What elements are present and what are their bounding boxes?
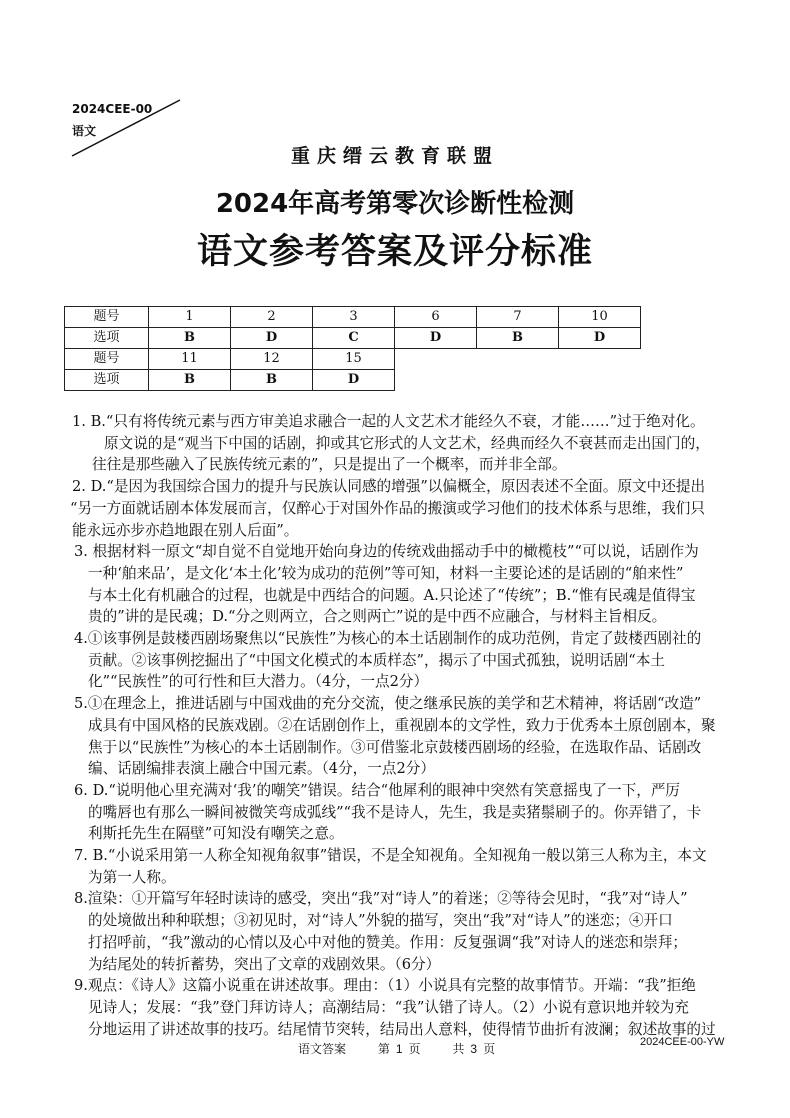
table-cell: 10	[559, 307, 641, 328]
table-cell: 3	[313, 307, 395, 328]
table-cell: D	[559, 328, 641, 349]
answer-line: 5.①在理念上，推进话剧与中国戏曲的充分交流，使之继承民族的美学和艺术精神，将话剧“改造”	[74, 695, 702, 713]
answer-line: 1. B.“只有将传统元素与西方审美追求融合一起的人文艺术才能经久不衰，才能……”过于绝对化。	[72, 413, 705, 430]
subject-label: 语文	[72, 124, 97, 138]
answer-line: 8.渲染：①开篇写年轻时读诗的感受，突出“我”对“诗人”的着迷；②等待会见时，“我”对“诗人”	[74, 890, 688, 908]
table-cell: 1	[149, 307, 231, 328]
total-suffix: 页	[483, 1042, 496, 1056]
answer-line: 3. 根据材料一原文“却自觉不自觉地开始向身边的传统戏曲摇动手中的橄榄枝”“可以说，话剧作为	[74, 543, 699, 561]
exam-code: 2024CEE-00	[72, 102, 153, 116]
answer-line: 一种‘舶来品’，是文化‘本土化’较为成功的范例”等可知，材料一主要论述的是话剧的“舶来性”	[88, 564, 684, 582]
page-prefix: 第	[377, 1042, 390, 1056]
answer-line: 为第一人称。	[88, 868, 176, 886]
table-cell: 6	[395, 307, 477, 328]
table-row	[65, 349, 641, 370]
answer-line: 6. D.“说明他心里充满对‘我’的嘲笑”错误。结合“他犀利的眼神中突然有笑意摇曳了一下，严厉	[74, 781, 681, 799]
answer-line: 4.①该事例是鼓楼西剧场聚焦以“民族性”为核心的本土话剧制作的成功范例，肯定了鼓楼西剧社的	[74, 630, 702, 648]
table-cell: C	[313, 328, 395, 349]
answer-line: 与本土化有机融合的过程，也就是中西结合的问题。A.只论述了“传统”；B.“惟有民魂是值得宝	[88, 586, 696, 604]
page-footer	[298, 1040, 501, 1057]
table-row	[65, 307, 641, 328]
table-cell: 15	[313, 349, 395, 370]
total-prefix: 共	[452, 1042, 465, 1056]
table-empty	[395, 370, 641, 391]
table-row	[65, 370, 641, 391]
exam-title: 2024年高考第零次诊断性检测	[215, 189, 575, 219]
answer-line: 焦于以“民族性”为核心的本土话剧制作。③可借鉴北京鼓楼西剧场的经验，在选取作品、话剧改	[88, 738, 702, 756]
table-cell: B	[149, 328, 231, 349]
table-cell: D	[313, 370, 395, 391]
answer-line: 利斯托先生在隔壁”可知没有嘲笑之意。	[88, 825, 344, 843]
answer-item	[0, 693, 790, 780]
answer-line: 2. D.“是因为我国综合国力的提升与民族认同感的增强”以偏概全，原因表述不全面。原文中还提出	[72, 478, 706, 496]
table-cell: D	[231, 328, 313, 349]
answer-item	[0, 541, 790, 628]
answer-item	[0, 845, 790, 888]
page-suffix: 页	[408, 1042, 421, 1056]
answer-item	[0, 476, 790, 541]
table-cell: 12	[231, 349, 313, 370]
answer-line: 能永远亦步亦趋地跟在别人后面”。	[72, 521, 299, 539]
answer-item	[0, 888, 790, 975]
answer-table	[64, 306, 641, 391]
page-number: 1	[395, 1042, 403, 1056]
answer-item	[0, 975, 790, 1040]
answer-line: 分地运用了讲述故事的技巧。结尾情节突转，结局出人意料，使得情节曲折有波澜；叙述故事的过	[88, 1020, 716, 1038]
answer-line: 7. B.“小说采用第一人称全知视角叙事”错误，不是全知视角。全知视角一般以第三人称为主，本文	[74, 847, 707, 865]
answer-line: 编、话剧编排表演上融合中国元素。（4分，一点2分）	[88, 760, 435, 778]
table-empty	[395, 349, 641, 370]
table-cell: B	[477, 328, 559, 349]
answer-line: 见诗人；发展：“我”登门拜访诗人；高潮结局：“我”认错了诗人。（2）小说有意识地并较为充	[88, 998, 689, 1016]
table-cell: B	[149, 370, 231, 391]
answer-line: 往往是那些融入了民族传统元素的”，只是提出了一个概率，而并非全部。	[92, 456, 567, 474]
table-cell: D	[395, 328, 477, 349]
answer-item	[0, 411, 790, 476]
footer-doc-code: 2024CEE-00-YW	[640, 1036, 725, 1048]
answer-line: 化”“民族性”的可行性和巨大潜力。（4分，一点2分）	[88, 673, 429, 691]
footer-subject: 语文答案	[298, 1042, 347, 1056]
organization-name: 重庆缙云教育联盟	[290, 145, 499, 167]
answer-line: 贵的”讲的是民魂；D.“分之则两立，合之则两亡”说的是中西不应融合，与材料主旨相反。	[88, 608, 667, 626]
answer-explanations	[0, 411, 790, 1040]
table-cell: 7	[477, 307, 559, 328]
answer-line: “另一方面就话剧本体发展而言，仅醉心于对国外作品的搬演或学习他们的技术体系与思维，我们只	[70, 499, 705, 517]
table-row	[65, 328, 641, 349]
table-cell: 2	[231, 307, 313, 328]
answer-line: 9.观点：《诗人》这篇小说重在讲述故事。理由：（1）小说具有完整的故事情节。开端：“我”拒绝	[74, 977, 696, 995]
answer-line: 的嘴唇也有那么一瞬间被微笑弯成弧线”“我不是诗人，先生，我是卖猪鬃刷子的。你弄错了，卡	[88, 803, 702, 821]
answer-item	[0, 780, 790, 845]
table-cell: B	[231, 370, 313, 391]
answer-item	[0, 628, 790, 693]
answer-line: 的处境做出种种联想；③初见时，对“诗人”外貌的描写，突出“我”对“诗人”的迷恋；④开口	[88, 912, 673, 930]
answer-line: 成具有中国风格的民族戏剧。②在话剧创作上，重视剧本的文学性，致力于优秀本土原创剧本，聚	[88, 716, 716, 734]
answer-line: 原文说的是“观当下中国的话剧，抑或其它形式的人文艺术，经典而经久不衰甚而走出国门的，	[104, 434, 710, 452]
answer-line: 为结尾处的转折蓄势，突出了文章的戏剧效果。（6分）	[88, 955, 441, 973]
table-cell: 题号	[65, 307, 149, 328]
table-cell: 选项	[65, 328, 149, 349]
total-pages: 3	[470, 1042, 478, 1056]
answer-line: 贡献。②该事例挖掘出了“中国文化模式的本质样态”，揭示了中国式孤独，说明话剧“本土	[88, 651, 665, 669]
document-title: 语文参考答案及评分标准	[196, 232, 593, 272]
table-cell: 选项	[65, 370, 149, 391]
table-cell: 题号	[65, 349, 149, 370]
answer-line: 打招呼前，“我”激动的心情以及心中对他的赞美。作用：反复强调“我”对诗人的迷恋和崇拜；	[88, 933, 688, 951]
table-cell: 11	[149, 349, 231, 370]
